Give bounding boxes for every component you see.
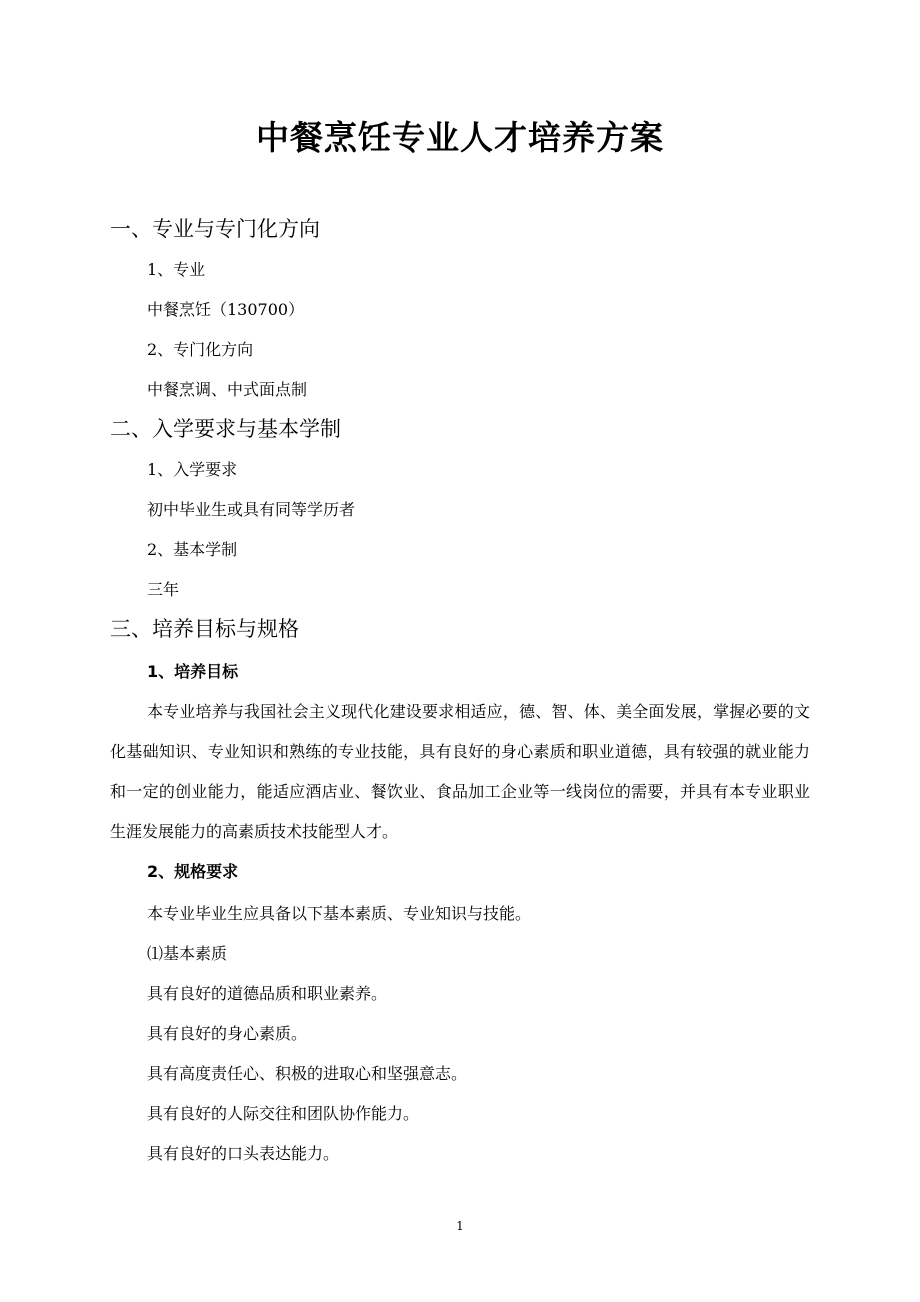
basic-quality-item: 具有高度责任心、积极的进取心和坚强意志。 [147, 1064, 468, 1083]
basic-quality-item: 具有良好的身心素质。 [147, 1024, 308, 1043]
training-goal-paragraph: 本专业培养与我国社会主义现代化建设要求相适应，德、智、体、美全面发展，掌握必要的文化基础知识、专业知识和熟练的专业技能，具有良好的身心素质和职业道德，具有较强的就业能力和一定的创业能力，能适应酒店业、餐饮业、食品加工企业等一线岗位的需要，并具有本专业职业生涯发展能力的高素质技术技能型人才。 [110, 702, 810, 841]
basic-quality-item: 具有良好的道德品质和职业素养。 [147, 984, 388, 1003]
basic-quality-item: 具有良好的口头表达能力。 [147, 1144, 340, 1163]
subheading-major: 1、专业 [147, 260, 206, 279]
page-number: 1 [456, 1219, 464, 1233]
specialization-text: 中餐烹调、中式面点制 [147, 380, 308, 399]
subheading-specialization: 2、专门化方向 [147, 340, 254, 359]
section-heading-3: 三、培养目标与规格 [110, 617, 299, 641]
section-heading-1: 一、专业与专门化方向 [110, 217, 320, 241]
requirements-intro: 本专业毕业生应具备以下基本素质、专业知识与技能。 [147, 904, 532, 923]
basic-quality-label: ⑴基本素质 [147, 944, 228, 963]
subheading-training-goal: 1、培养目标 [147, 662, 239, 681]
basic-quality-item: 具有良好的人际交往和团队协作能力。 [147, 1104, 420, 1123]
major-text: 中餐烹饪（130700） [147, 300, 305, 319]
duration-text: 三年 [147, 580, 180, 599]
subheading-admission: 1、入学要求 [147, 460, 238, 479]
admission-text: 初中毕业生或具有同等学历者 [147, 500, 356, 519]
subheading-duration: 2、基本学制 [147, 540, 238, 559]
section-heading-2: 二、入学要求与基本学制 [110, 417, 341, 441]
document-title: 中餐烹饪专业人才培养方案 [256, 118, 664, 157]
subheading-requirements: 2、规格要求 [147, 862, 239, 881]
